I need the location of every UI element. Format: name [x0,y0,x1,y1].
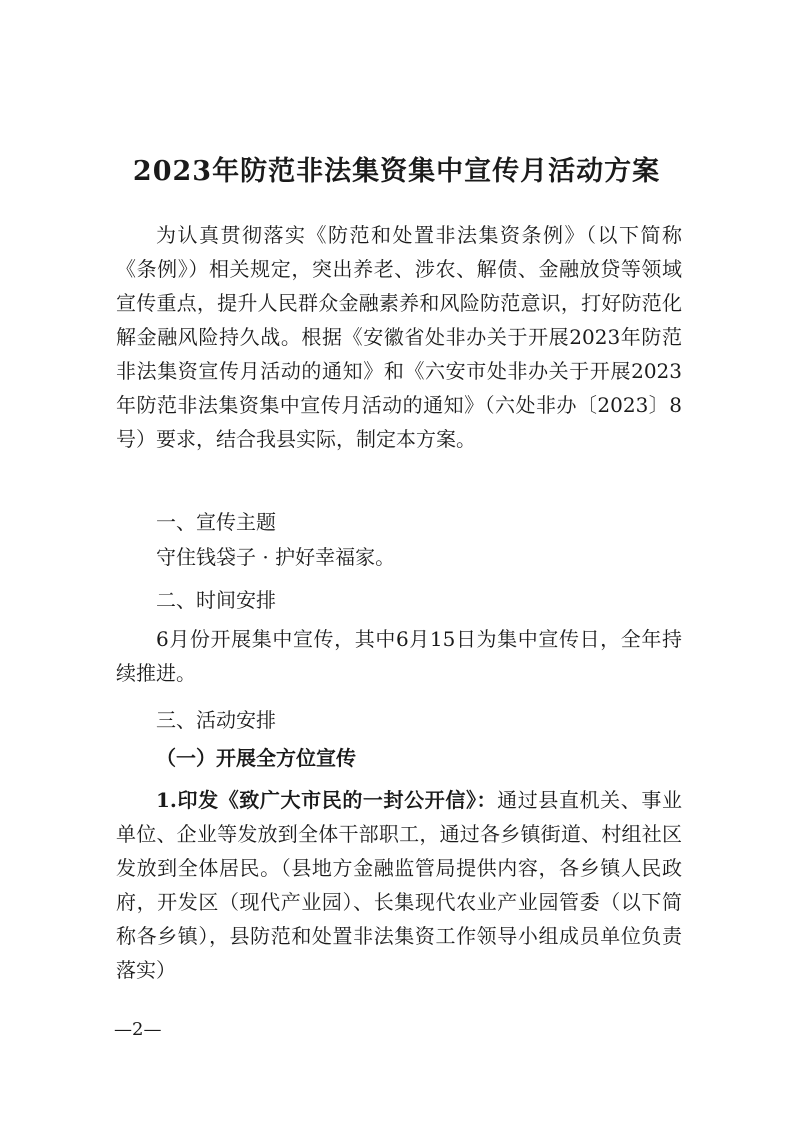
section-heading-theme: 一、宣传主题 [156,510,276,534]
item-1-text: 通过县直机关、事业单位、企业等发放到全体干部职工，通过各乡镇街道、村组社区发放到全体居民。（县地方金融监管局提供内容，各乡镇人民政府，开发区（现代产业园）、长集现代农业产业园管委（以下简称各乡镇），县防范和处置非法集资工作领导小组成员单位负责落实） [116,788,682,982]
section-heading-time: 二、时间安排 [156,588,276,612]
intro-paragraph: 为认真贯彻落实《防范和处置非法集资条例》（以下简称《条例》）相关规定，突出养老、涉农、解债、金融放贷等领域宣传重点，提升人民群众金融素养和风险防范意识，打好防范化解金融风险持久战。根据《安徽省处非办关于开展2023年防范非法集资宣传月活动的通知》和《六安市处非办关于开展2023年防范非法集资集中宣传月活动的通知》（六处非办〔2023〕8号）要求，结合我县实际，制定本方案。 [116,223,682,451]
item-1-paragraph [116,783,682,987]
sub-heading-publicity: （一）开展全方位宣传 [156,746,356,770]
section-heading-activity: 三、活动安排 [156,708,276,732]
theme-paragraph: 守住钱袋子 · 护好幸福家。 [156,545,396,569]
document-title: 2023年防范非法集资集中宣传月活动方案 [132,156,661,187]
item-1-lead: 1.印发《致广大市民的一封公开信》： [156,788,498,812]
page-number: —2— [114,1019,162,1040]
time-paragraph: 6月份开展集中宣传，其中6月15日为集中宣传日，全年持续推进。 [116,627,682,685]
